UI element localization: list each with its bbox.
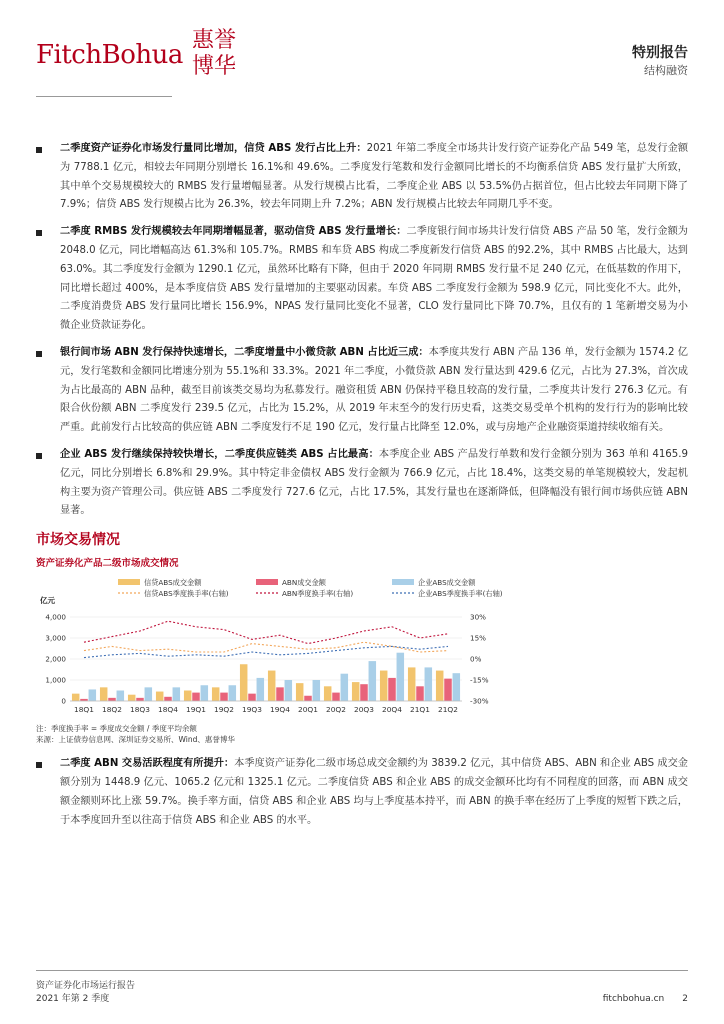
y-axis-unit: 亿元 — [40, 596, 55, 606]
paragraph-3 — [36, 344, 688, 438]
bar — [444, 679, 452, 701]
bar — [408, 668, 416, 702]
bar — [248, 694, 256, 701]
bar — [436, 671, 444, 701]
bar — [369, 661, 377, 701]
x-tick-label: 19Q4 — [270, 705, 290, 715]
legend-label: 信贷ABS成交金额 — [144, 578, 202, 588]
bar — [72, 694, 80, 701]
paragraph-lead: 二季度 ABN 交易活跃程度有所提升： — [60, 758, 235, 770]
legend-label: 信贷ABS季度换手率(右轴) — [144, 589, 229, 599]
legend-label: 企业ABS成交金额 — [418, 578, 476, 588]
footer-divider — [36, 970, 688, 971]
paragraph-text: 2021 年第二季度全市场共计发行资产证券化产品 549 笔，总发行金额为 7788.1 亿元，相较去年同期分别增长 16.1%和 49.6%。二季度发行笔数和发行金额同比增长的不均衡系信贷 ABS 发行量扩大所致，其中单个交易规模较大的 RMBS 发行量增幅显著。从发行规模占比看，二季度企业 ABS 以 53.5%仍占据首位，但占比较去年同期下降了 7.9%；信贷 ABS 发行规模占比为 26.3%，较去年同期上升 7.2%；ABN 发行规模占比较去年同期几乎不变。 — [60, 143, 689, 211]
paragraph-lead: 二季度资产证券化市场发行量同比增加，信贷 ABS 发行占比上升： — [60, 143, 367, 154]
x-tick-label: 18Q2 — [102, 705, 122, 715]
chart-note: 注：季度换手率 = 季度成交金额 / 季度平均余额 — [36, 724, 197, 734]
y-tick-label: 2,000 — [45, 654, 66, 664]
bar — [360, 684, 368, 701]
footer-url[interactable]: fitchbohua.cn — [602, 994, 665, 1004]
series-line — [84, 621, 448, 643]
bar — [453, 673, 461, 701]
footer-report-period: 2021 年第 2 季度 — [36, 994, 110, 1004]
y2-tick-label: 30% — [470, 612, 486, 622]
bar — [296, 683, 304, 701]
y-tick-label: 3,000 — [45, 633, 66, 643]
bar — [89, 690, 97, 702]
x-tick-label: 19Q2 — [214, 705, 234, 715]
y2-tick-label: 15% — [470, 633, 486, 643]
bar — [108, 698, 116, 701]
y-tick-label: 1,000 — [45, 675, 66, 685]
logo-seal: 惠誉 博华 — [191, 28, 236, 79]
chart-source: 来源：上证债券信息网、深圳证券交易所、Wind、惠誉博华 — [36, 735, 235, 745]
paragraph-1 — [36, 140, 688, 215]
series-line — [84, 642, 448, 652]
bar — [313, 680, 321, 701]
x-tick-label: 18Q1 — [74, 705, 94, 715]
chart-title: 资产证券化产品二级市场成交情况 — [36, 558, 179, 570]
bar — [416, 686, 424, 701]
paragraph-4 — [36, 446, 688, 521]
bar — [201, 685, 209, 701]
paragraph-2 — [36, 223, 688, 336]
x-tick-label: 18Q3 — [130, 705, 150, 715]
x-tick-label: 18Q4 — [158, 705, 178, 715]
bar — [164, 697, 172, 701]
bar — [352, 682, 360, 701]
bar — [425, 668, 433, 702]
section-title: 市场交易情况 — [36, 532, 120, 549]
bar — [229, 685, 237, 701]
bar — [184, 691, 192, 702]
bar — [380, 671, 388, 701]
bar — [276, 687, 284, 701]
x-tick-label: 20Q4 — [382, 705, 402, 715]
paragraph-5 — [36, 755, 688, 830]
paragraph-text: 本季度企业 ABS 产品发行单数和发行金额分别为 363 单和 4165.9 亿元，同比分别增长 6.8%和 29.9%。其中特定非金债权 ABS 发行金额为 766.9 亿元，占比 18.4%，这类交易的单笔规模较大，发起机构主要为资产管理公司。供应链 ABS 二季度发行 727.6 亿元，占比 17.5%，其发行量也在逐渐降低，但降幅没有银行间市场供应链 ABN 显著。 — [60, 448, 688, 517]
bar — [192, 693, 200, 701]
bar — [173, 687, 181, 701]
bar — [341, 674, 349, 701]
legend-label: 企业ABS季度换手率(右轴) — [418, 589, 503, 599]
series-line — [84, 647, 448, 658]
bar — [388, 678, 396, 701]
bar — [136, 698, 144, 701]
x-tick-label: 19Q1 — [186, 705, 206, 715]
y-tick-label: 4,000 — [45, 612, 66, 622]
paragraph-text: 本季度资产证券化二级市场总成交金额约为 3839.2 亿元，其中信贷 ABS、ABN 和企业 ABS 成交金额分别为 1448.9 亿元、1065.2 亿元和 1325.1 亿元。二季度信贷 ABS 和企业 ABS 的成交金额环比均有不同程度的回落，而 ABN 成交额金额则环比上涨 59.7%。换手率方面，信贷 ABS 和企业 ABS 均与上季度基本持平，而 ABN 的换手率在经历了上季度的短暂下跌之后，于本季度回升至以往高于信贷 ABS 和企业 ABS 的水平。 — [60, 758, 688, 826]
y2-tick-label: 0% — [470, 654, 482, 664]
bar — [268, 671, 276, 701]
bar — [156, 692, 164, 701]
bar — [285, 680, 293, 701]
x-tick-label: 20Q2 — [326, 705, 346, 715]
x-tick-label: 20Q1 — [298, 705, 318, 715]
page-number: 2 — [682, 994, 688, 1004]
main-content — [36, 140, 688, 838]
bar — [332, 693, 340, 701]
report-type: 特别报告 — [632, 45, 688, 61]
y2-tick-label: -15% — [470, 675, 489, 685]
footer-report-name: 资产证券化市场运行报告 — [36, 981, 136, 991]
bar — [128, 695, 136, 701]
paragraph-text: 二季度银行间市场共计发行信贷 ABS 产品 50 笔，发行金额为 2048.0 亿元，同比增幅高达 61.3%和 105.7%。RMBS 和车贷 ABS 构成二季度新发行信贷 ABS 的92.2%，其中 RMBS 占比最大，达到 63.0%。其二季度发行金额为 1290.1 亿元，虽然环比略有下降，但由于 2020 年同期 RMBS 发行量不足 240 亿元，在低基数的作用下，同比增长超过 400%，是本季度信贷 ABS 发行量增加的主要驱动因素。车贷 ABS 二季度发行金额为 598.9 亿元，同比变化不大。此外，二季度消费贷 ABS 发行量同比增长 156.9%，NPAS 发行量同比变化不显著，CLO 发行量同比下降 70.7%，且仅有的 1 笔新增交易为小微企业贷款证券化。 — [60, 226, 688, 332]
y2-tick-label: -30% — [470, 696, 489, 706]
chart — [36, 573, 516, 723]
bar — [304, 696, 312, 701]
x-tick-label: 19Q3 — [242, 705, 262, 715]
bar — [397, 653, 405, 701]
bar — [117, 691, 125, 702]
logo-divider — [36, 96, 172, 97]
legend-swatch — [118, 579, 140, 585]
bar — [257, 678, 265, 701]
legend-label: ABN成交金额 — [282, 578, 326, 588]
paragraph-lead: 二季度 RMBS 发行规模较去年同期增幅显著，驱动信贷 ABS 发行量增长： — [60, 226, 407, 238]
bar — [100, 687, 108, 701]
page-header — [0, 0, 724, 100]
bar — [324, 686, 332, 701]
bar — [220, 693, 228, 701]
footer-report-info — [36, 980, 135, 1006]
report-subtype: 结构融资 — [644, 64, 688, 77]
x-tick-label: 21Q1 — [410, 705, 430, 715]
paragraph-lead: 银行间市场 ABN 发行保持快速增长，二季度增量中小微贷款 ABN 占比近三成： — [60, 346, 429, 358]
paragraph-text: 本季度共发行 ABN 产品 136 单，发行金额为 1574.2 亿元，发行笔数和金额同比增速分别为 55.1%和 33.3%。2021 年二季度，小微贷款 ABN 发行量达到 429.6 亿元，占比为 27.3%，首次成为占比最高的 ABN 品种，截至目前该类交易均为私募发行。融资租赁 ABN 仍保持平稳且较高的发行量，二季度共计发行 276.3 亿元。有限合伙份额 ABN 二季度发行 239.5 亿元，占比为 15.2%，从 2019 年末至今的发行历史看，这类交易受单个机构的发行行为的影响比较严重。此前发行占比较高的供应链 ABN 二季度发行不足 190 亿元，发行量占比降至 12.0%，或与房地产企业融资渠道持续收缩有关。 — [60, 346, 688, 434]
y-tick-label: 0 — [61, 696, 66, 706]
bar — [240, 664, 248, 701]
legend-label: ABN季度换手率(右轴) — [282, 589, 354, 599]
x-tick-label: 20Q3 — [354, 705, 374, 715]
footer-site — [603, 994, 688, 1004]
x-tick-label: 21Q2 — [438, 705, 458, 715]
bar — [145, 687, 153, 701]
legend-swatch — [392, 579, 414, 585]
legend-swatch — [256, 579, 278, 585]
bar — [212, 687, 220, 701]
paragraph-lead: 企业 ABS 发行继续保持较快增长，二季度供应链类 ABS 占比最高： — [60, 448, 379, 460]
chart-svg — [36, 573, 516, 723]
logo-wordmark: FitchBohua — [36, 40, 183, 70]
